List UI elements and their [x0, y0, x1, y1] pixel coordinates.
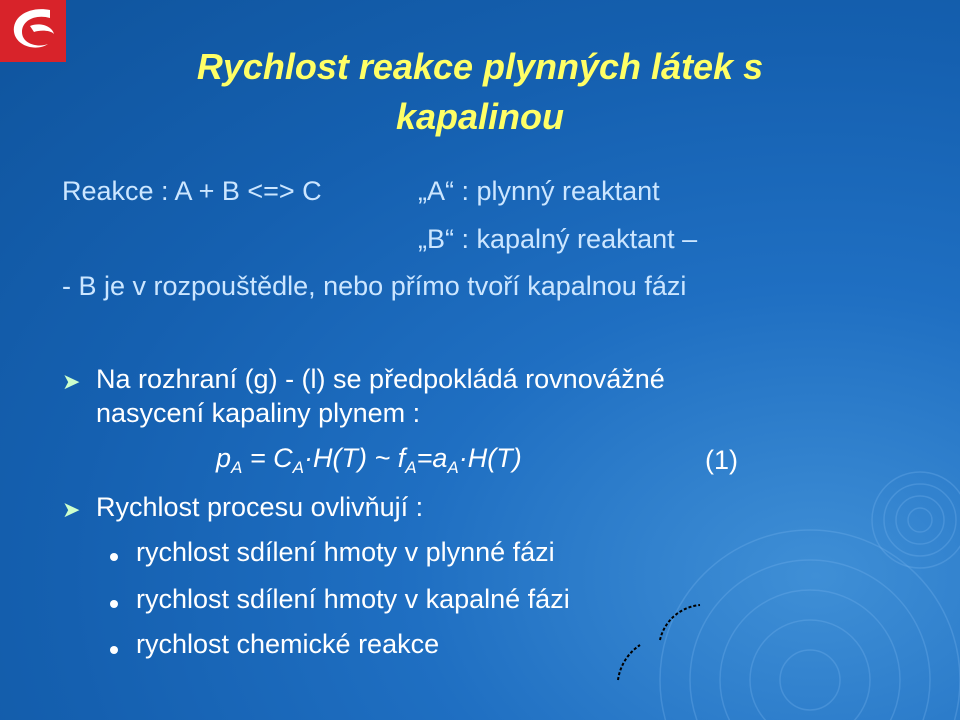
dot-bullet-icon	[110, 646, 118, 654]
slide-title	[100, 42, 860, 142]
reactant-b-note: „B“ : kapalný reaktant –	[418, 224, 698, 254]
dot-bullet-icon	[110, 553, 118, 561]
title-line-1: Rychlost reakce plynných látek s	[196, 46, 764, 87]
factor-item: rychlost sdílení hmoty v kapalné fázi	[136, 584, 570, 614]
bullet-saturation-line-2: nasycení kapaliny plynem :	[96, 398, 421, 428]
arrow-bullet-icon: ➤	[62, 497, 81, 522]
eq-end: ·H(T)	[458, 443, 522, 473]
eq-sub-4: A	[447, 458, 459, 477]
dot-bullet-icon	[110, 600, 118, 608]
eq-sub-1: A	[231, 458, 243, 477]
equation-number: (1)	[705, 445, 738, 475]
bullet-rate-factors: Rychlost procesu ovlivňují :	[96, 492, 424, 522]
arrow-bullet-icon: ➤	[62, 369, 81, 394]
factor-item: rychlost chemické reakce	[136, 629, 440, 659]
eq-sub-3: A	[405, 458, 417, 477]
eq-sub-2: A	[292, 458, 304, 477]
red-swirl-logo-icon	[0, 0, 66, 62]
eq-mid: ·H(T) ~ f	[304, 443, 406, 473]
reactant-b-detail: - B je v rozpouštědle, nebo přímo tvoří kapalnou fázi	[62, 271, 687, 301]
reactant-a-note: „A“ : plynný reaktant	[418, 176, 660, 206]
eq-a: =a	[416, 443, 448, 473]
factor-item: rychlost sdílení hmoty v plynné fázi	[136, 537, 555, 567]
company-logo	[0, 0, 66, 62]
eq-p: p	[216, 443, 232, 473]
bullet-saturation-line-1: Na rozhraní (g) - (l) se předpokládá rovnovážné	[96, 364, 665, 394]
henry-equation	[216, 443, 522, 478]
title-line-2: kapalinou	[395, 96, 565, 137]
eq-c: = C	[242, 443, 293, 473]
reaction-equation: Reakce : A + B <=> C	[62, 176, 322, 206]
